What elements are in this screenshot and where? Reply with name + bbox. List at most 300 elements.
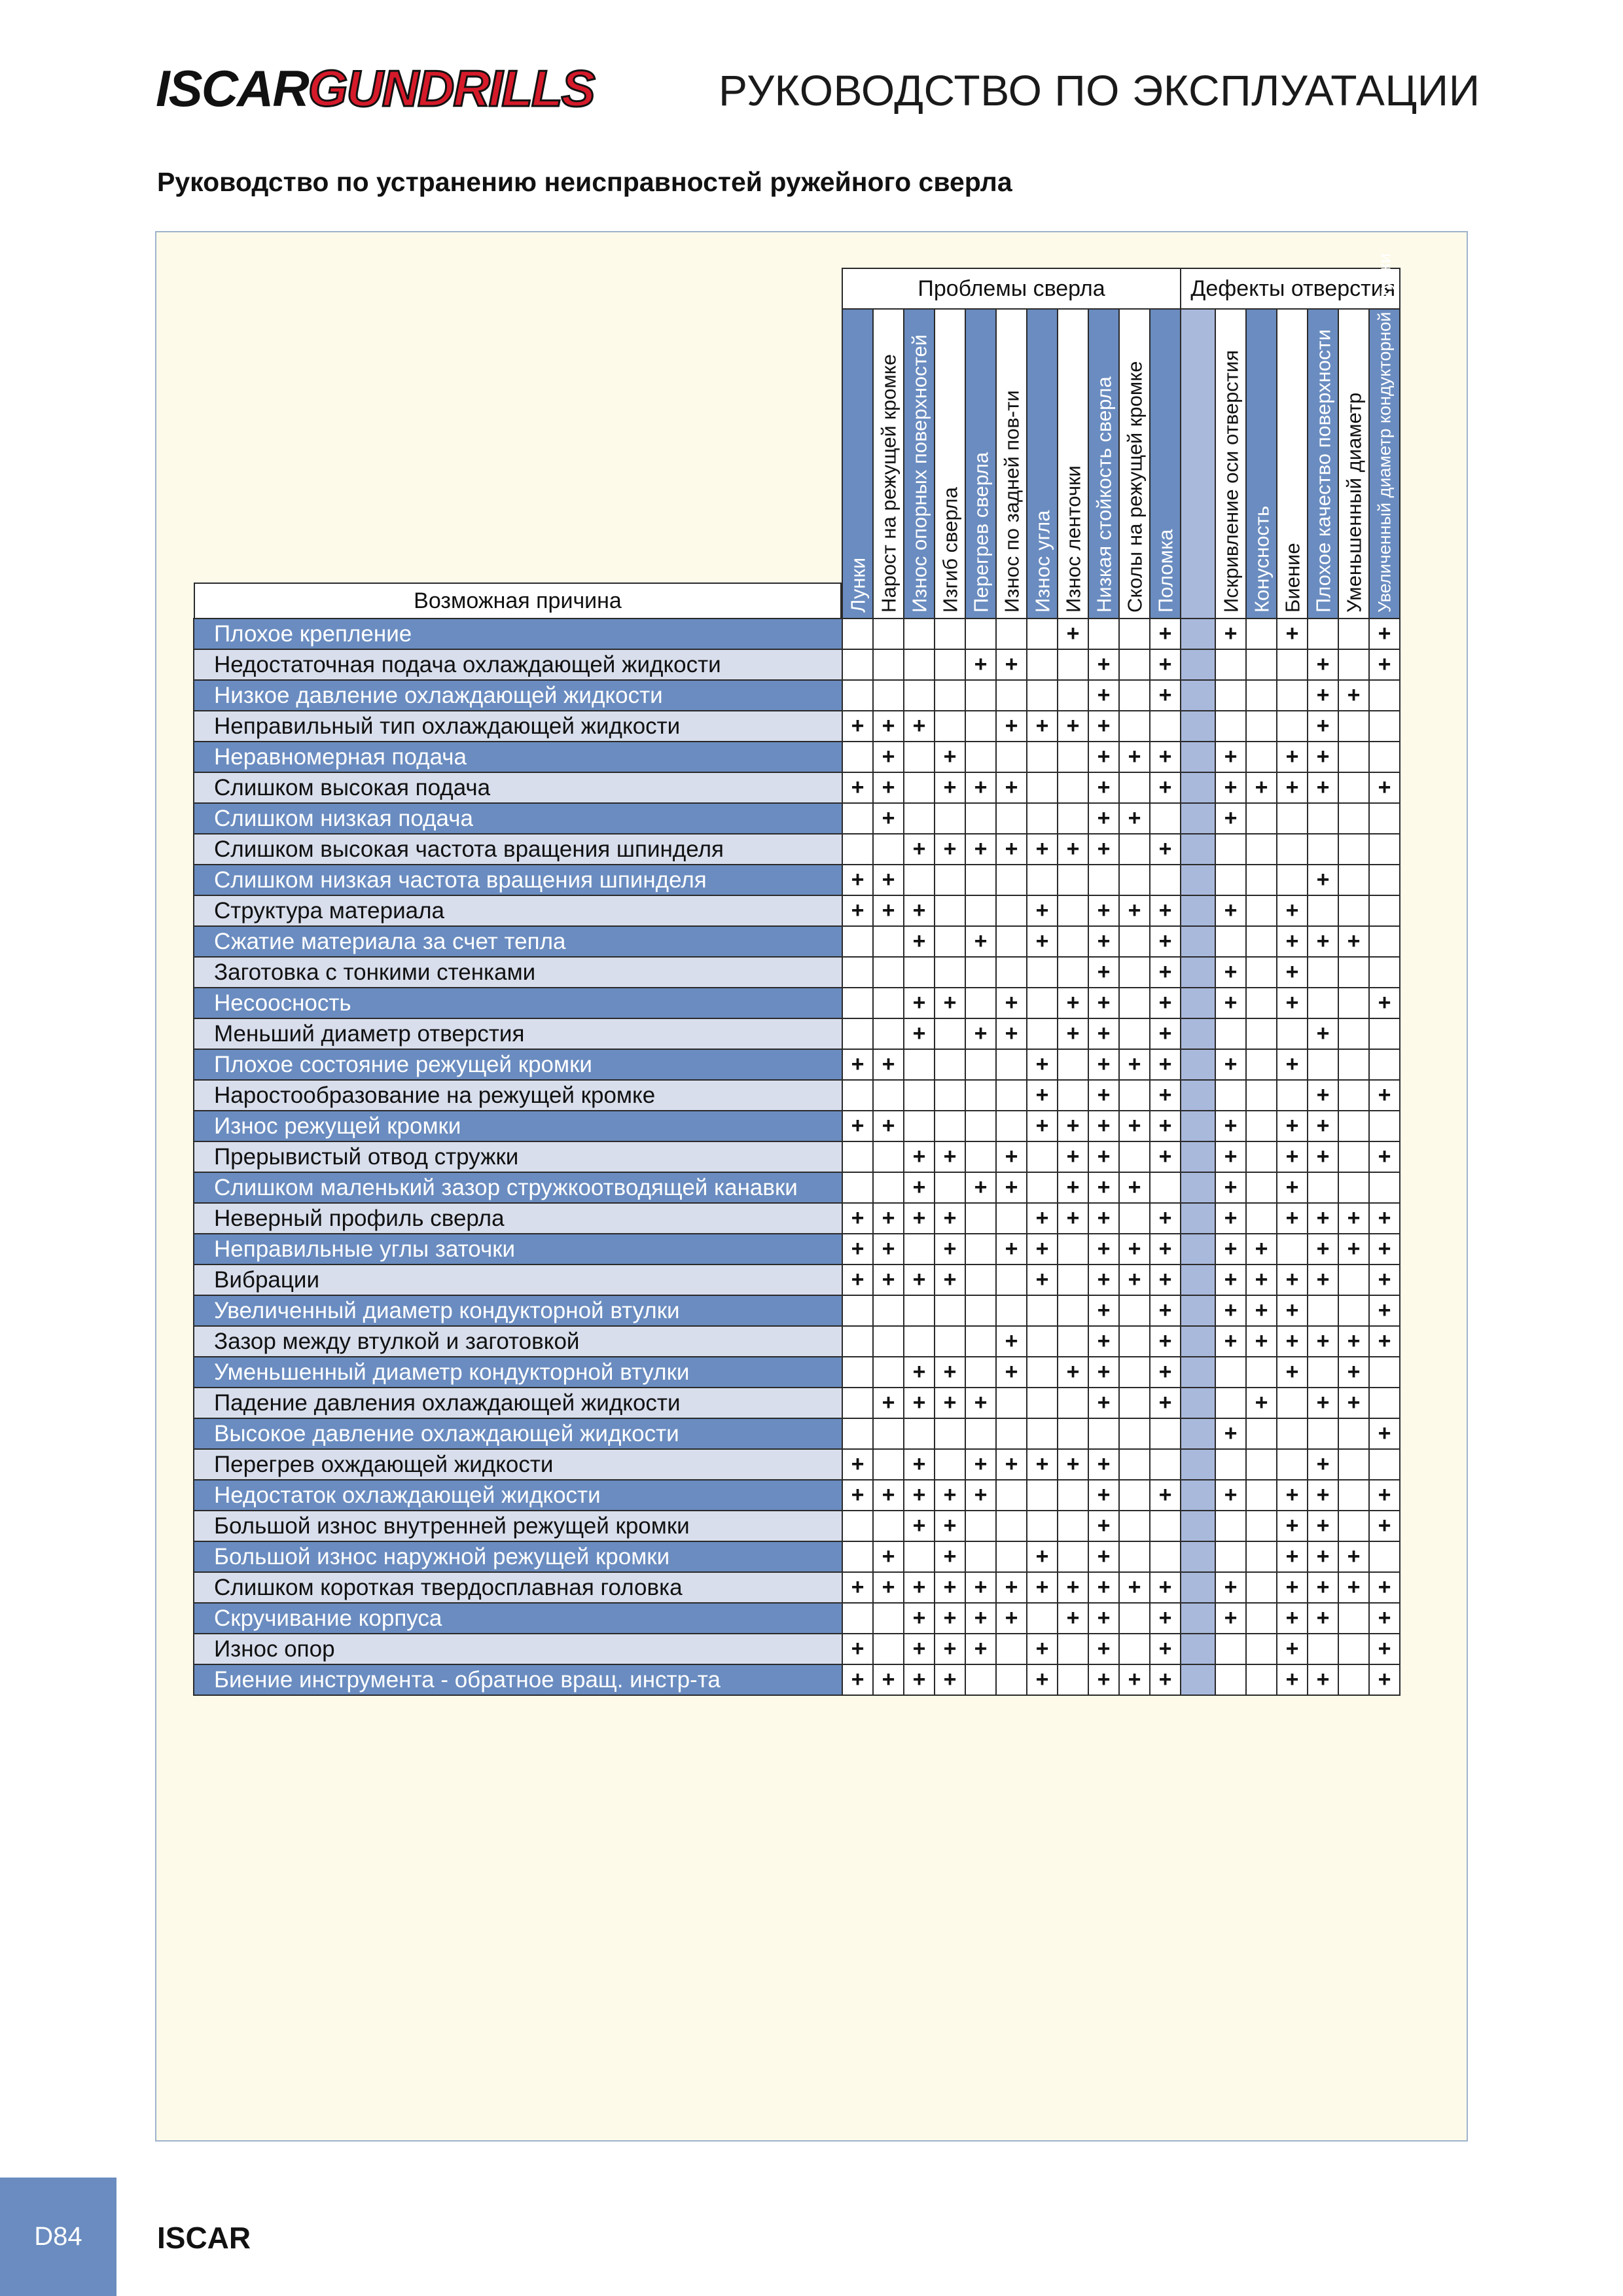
mark-cell [935,1418,965,1449]
mark-cell [1150,1541,1181,1572]
separator-cell [1181,680,1215,711]
mark-cell: + [1150,1080,1181,1111]
mark-cell: + [1058,1603,1088,1634]
mark-cell [996,1203,1027,1234]
mark-cell: + [1119,1049,1150,1080]
mark-cell [935,680,965,711]
mark-cell [935,1049,965,1080]
mark-cell: + [1338,680,1369,711]
mark-cell [1119,649,1150,680]
mark-cell: + [842,1572,873,1603]
separator-cell [1181,772,1215,803]
mark-cell: + [996,1572,1027,1603]
mark-cell: + [1277,1141,1308,1172]
mark-cell: + [935,1265,965,1295]
header-blank [194,268,842,309]
mark-cell: + [1277,1634,1308,1664]
mark-cell [904,680,935,711]
mark-cell [996,1295,1027,1326]
cause-column-header: Возможная причина [194,583,842,619]
mark-cell: + [1277,1603,1308,1634]
mark-cell [996,803,1027,834]
table-row [194,803,1400,834]
mark-cell [873,1449,904,1480]
mark-cell: + [1088,649,1119,680]
mark-cell [1215,1357,1246,1388]
mark-cell [1215,834,1246,865]
separator-cell [1181,895,1215,926]
separator-cell [1181,1111,1215,1141]
mark-cell: + [935,834,965,865]
column-header-drill [965,309,996,619]
row-cause: Прерывистый отвод стружки [194,1141,842,1172]
mark-cell: + [1027,1111,1058,1141]
column-header-label: Сколы на режущей кромке [1123,361,1146,613]
mark-cell: + [1088,926,1119,957]
mark-cell: + [1308,1080,1338,1111]
mark-cell [965,865,996,895]
mark-cell [935,895,965,926]
mark-cell: + [996,649,1027,680]
mark-cell [873,1172,904,1203]
mark-cell [1058,1664,1088,1695]
column-header-drill [996,309,1027,619]
mark-cell: + [996,1141,1027,1172]
mark-cell [1215,1541,1246,1572]
separator-cell [1181,1203,1215,1234]
mark-cell [996,619,1027,649]
table-row [194,1603,1400,1634]
mark-cell [1058,1265,1088,1295]
mark-cell: + [1215,1603,1246,1634]
mark-cell [1119,1603,1150,1634]
mark-cell: + [1215,803,1246,834]
mark-cell [1058,1511,1088,1541]
mark-cell: + [904,926,935,957]
mark-cell: + [873,895,904,926]
table-row [194,742,1400,772]
mark-cell [1150,865,1181,895]
mark-cell: + [842,1049,873,1080]
group-header-row [194,268,1400,309]
mark-cell [1246,1449,1277,1480]
mark-cell [1246,1664,1277,1695]
mark-cell [1338,649,1369,680]
mark-cell: + [1027,1541,1058,1572]
mark-cell: + [904,834,935,865]
mark-cell: + [1308,742,1338,772]
mark-cell [965,711,996,742]
mark-cell [1119,1541,1150,1572]
mark-cell [935,1295,965,1326]
mark-cell: + [935,1203,965,1234]
mark-cell: + [1150,1634,1181,1664]
mark-cell: + [1150,742,1181,772]
mark-cell: + [1027,1664,1058,1695]
mark-cell [1246,1172,1277,1203]
mark-cell [873,1418,904,1449]
mark-cell: + [1215,1295,1246,1326]
mark-cell: + [1150,1480,1181,1511]
mark-cell: + [1150,1572,1181,1603]
mark-cell: + [1369,1080,1400,1111]
mark-cell: + [873,772,904,803]
row-cause: Высокое давление охлаждающей жидкости [194,1418,842,1449]
mark-cell [1338,772,1369,803]
separator-cell [1181,711,1215,742]
mark-cell [965,742,996,772]
mark-cell: + [1246,1326,1277,1357]
mark-cell [1308,957,1338,988]
mark-cell: + [1088,1141,1119,1172]
mark-cell: + [904,1511,935,1541]
table-row [194,926,1400,957]
mark-cell: + [1338,1388,1369,1418]
mark-cell [1119,1326,1150,1357]
mark-cell [1058,1634,1088,1664]
mark-cell [1277,834,1308,865]
mark-cell: + [1277,1664,1308,1695]
mark-cell: + [1150,1018,1181,1049]
mark-cell: + [1369,772,1400,803]
mark-cell: + [1277,1572,1308,1603]
row-cause: Наростообразование на режущей кромке [194,1080,842,1111]
mark-cell [935,803,965,834]
mark-cell: + [1150,988,1181,1018]
mark-cell [1246,1572,1277,1603]
row-cause: Неправильные углы заточки [194,1234,842,1265]
mark-cell: + [1119,742,1150,772]
mark-cell [1058,1541,1088,1572]
column-header-drill [1058,309,1088,619]
mark-cell [935,619,965,649]
mark-cell [1308,1357,1338,1388]
mark-cell [1338,1141,1369,1172]
column-header-row [194,309,1400,619]
mark-cell [965,1234,996,1265]
mark-cell: + [1058,1172,1088,1203]
mark-cell: + [1369,988,1400,1018]
mark-cell: + [842,1634,873,1664]
mark-cell: + [965,649,996,680]
table-row [194,1203,1400,1234]
mark-cell [1119,619,1150,649]
mark-cell [996,1265,1027,1295]
table-row [194,649,1400,680]
mark-cell [1246,1141,1277,1172]
mark-cell: + [1369,1511,1400,1541]
mark-cell [1338,1511,1369,1541]
mark-cell: + [1088,1326,1119,1357]
mark-cell [1308,988,1338,1018]
mark-cell: + [996,711,1027,742]
mark-cell: + [965,1172,996,1203]
table-row [194,680,1400,711]
mark-cell [1369,834,1400,865]
mark-cell: + [1308,1449,1338,1480]
mark-cell: + [1308,1111,1338,1141]
row-cause: Слишком высокая подача [194,772,842,803]
mark-cell [965,619,996,649]
mark-cell [904,742,935,772]
mark-cell [842,1326,873,1357]
mark-cell [842,1511,873,1541]
mark-cell [965,988,996,1018]
mark-cell: + [873,1234,904,1265]
mark-cell [996,1388,1027,1418]
mark-cell: + [1150,1111,1181,1141]
separator-cell [1181,1480,1215,1511]
row-cause: Слишком короткая твердосплавная головка [194,1572,842,1603]
mark-cell [1338,865,1369,895]
mark-cell: + [1088,680,1119,711]
separator-cell [1181,1172,1215,1203]
mark-cell: + [1027,1049,1058,1080]
mark-cell [996,1049,1027,1080]
mark-cell [996,1111,1027,1141]
column-header-label: Уменьшенный диаметр [1342,392,1366,613]
mark-cell [935,926,965,957]
mark-cell [1027,1357,1058,1388]
mark-cell [904,957,935,988]
mark-cell [1277,1449,1308,1480]
mark-cell [1119,1141,1150,1172]
mark-cell: + [935,1357,965,1388]
mark-cell [1338,742,1369,772]
mark-cell [1058,895,1088,926]
mark-cell: + [1308,711,1338,742]
mark-cell: + [1088,1634,1119,1664]
mark-cell [1338,1480,1369,1511]
mark-cell [1150,1511,1181,1541]
mark-cell: + [873,1572,904,1603]
row-cause: Несоосность [194,988,842,1018]
separator-cell [1181,1234,1215,1265]
column-header-label: Износ по задней пов-ти [1000,390,1023,613]
table-row [194,1634,1400,1664]
mark-cell [1277,1080,1308,1111]
mark-cell: + [1150,1049,1181,1080]
mark-cell: + [1088,895,1119,926]
mark-cell [873,1080,904,1111]
mark-cell [1369,803,1400,834]
mark-cell [1246,895,1277,926]
mark-cell [1150,803,1181,834]
mark-cell [1088,1418,1119,1449]
mark-cell [842,1141,873,1172]
mark-cell: + [1215,1111,1246,1141]
mark-cell: + [1277,1049,1308,1080]
mark-cell [1088,865,1119,895]
mark-cell: + [904,1449,935,1480]
mark-cell: + [1277,1203,1308,1234]
mark-cell [873,1295,904,1326]
row-cause: Плохое крепление [194,619,842,649]
separator-cell [1181,742,1215,772]
mark-cell [842,619,873,649]
mark-cell [1369,895,1400,926]
mark-cell [1027,772,1058,803]
column-header-label: Лунки [846,557,869,613]
mark-cell [842,1541,873,1572]
column-header-drill [1150,309,1181,619]
mark-cell [935,1172,965,1203]
separator-cell [1181,1418,1215,1449]
column-header-label: Биение [1281,543,1304,613]
mark-cell [1338,1603,1369,1634]
mark-cell [842,742,873,772]
mark-cell [1119,711,1150,742]
mark-cell: + [965,1388,996,1418]
mark-cell: + [904,1480,935,1511]
table-row [194,957,1400,988]
mark-cell: + [965,1603,996,1634]
mark-cell [1215,1080,1246,1111]
mark-cell [965,803,996,834]
mark-cell [904,803,935,834]
mark-cell [904,1080,935,1111]
mark-cell: + [1027,1634,1058,1664]
mark-cell [1338,1049,1369,1080]
mark-cell: + [1369,1295,1400,1326]
column-header-hole [1246,309,1277,619]
mark-cell: + [1215,1234,1246,1265]
column-header-label: Изгиб сверла [938,487,961,613]
separator-cell [1181,649,1215,680]
mark-cell: + [1215,895,1246,926]
separator-cell [1181,926,1215,957]
mark-cell [1308,1634,1338,1664]
mark-cell: + [935,1634,965,1664]
mark-cell: + [842,772,873,803]
mark-cell [904,649,935,680]
mark-cell: + [842,1449,873,1480]
mark-cell [996,957,1027,988]
mark-cell: + [1058,711,1088,742]
mark-cell: + [1058,834,1088,865]
column-header-label: Износ опорных поверхностей [908,334,931,613]
row-cause: Заготовка с тонкими стенками [194,957,842,988]
mark-cell [1150,1449,1181,1480]
mark-cell [1119,1480,1150,1511]
mark-cell [965,1418,996,1449]
mark-cell [1027,619,1058,649]
column-header-label: Искривление оси отверстия [1219,350,1243,613]
mark-cell [1119,1203,1150,1234]
mark-cell [1058,926,1088,957]
mark-cell [1369,865,1400,895]
row-cause: Перегрев охждающей жидкости [194,1449,842,1480]
mark-cell: + [1246,1388,1277,1418]
mark-cell: + [935,1141,965,1172]
mark-cell: + [1277,957,1308,988]
separator-cell [1181,803,1215,834]
mark-cell: + [935,742,965,772]
mark-cell [1277,1388,1308,1418]
mark-cell: + [1150,895,1181,926]
row-cause: Меньший диаметр отверстия [194,1018,842,1049]
row-cause: Биение инструмента - обратное вращ. инстр-та [194,1664,842,1695]
mark-cell: + [1027,1572,1058,1603]
mark-cell [1215,926,1246,957]
mark-cell: + [1088,1295,1119,1326]
mark-cell [1338,1634,1369,1664]
mark-cell: + [1369,1603,1400,1634]
separator-cell [1181,1357,1215,1388]
mark-cell [1369,1049,1400,1080]
table-row [194,711,1400,742]
mark-cell [842,988,873,1018]
mark-cell [1058,649,1088,680]
mark-cell: + [1119,895,1150,926]
mark-cell [1308,1049,1338,1080]
mark-cell [1369,957,1400,988]
footer-brand: ISCAR [157,2221,251,2255]
mark-cell: + [1369,1326,1400,1357]
mark-cell [1246,649,1277,680]
mark-cell [1369,1449,1400,1480]
mark-cell [842,1388,873,1418]
mark-cell [1338,1111,1369,1141]
mark-cell: + [904,895,935,926]
mark-cell [1369,1018,1400,1049]
mark-cell: + [1369,649,1400,680]
mark-cell: + [1308,1234,1338,1265]
mark-cell [873,649,904,680]
mark-cell: + [1338,1357,1369,1388]
column-header-drill [904,309,935,619]
mark-cell: + [965,772,996,803]
separator-cell [1181,1326,1215,1357]
mark-cell [1246,619,1277,649]
mark-cell [1215,680,1246,711]
mark-cell: + [965,1480,996,1511]
mark-cell [1246,926,1277,957]
row-cause: Зазор между втулкой и заготовкой [194,1326,842,1357]
row-cause: Вибрации [194,1265,842,1295]
mark-cell: + [873,1049,904,1080]
table-row [194,1111,1400,1141]
mark-cell: + [904,711,935,742]
column-header-drill [842,309,873,619]
mark-cell: + [996,1234,1027,1265]
row-cause: Большой износ внутренней режущей кромки [194,1511,842,1541]
mark-cell [1150,1172,1181,1203]
separator-cell [1181,1141,1215,1172]
separator-cell [1181,1449,1215,1480]
mark-cell [1308,1295,1338,1326]
mark-cell [1246,1603,1277,1634]
mark-cell: + [1088,1018,1119,1049]
mark-cell [1119,926,1150,957]
mark-cell: + [1119,1265,1150,1295]
mark-cell: + [1308,1326,1338,1357]
mark-cell [996,895,1027,926]
mark-cell: + [1369,1203,1400,1234]
row-cause: Увеличенный диаметр кондукторной втулки [194,1295,842,1326]
mark-cell: + [996,834,1027,865]
mark-cell: + [1215,1326,1246,1357]
mark-cell [1246,803,1277,834]
column-header-label: Износ ленточки [1061,465,1084,613]
mark-cell [1119,680,1150,711]
mark-cell [1246,988,1277,1018]
mark-cell [965,1080,996,1111]
mark-cell: + [1058,1357,1088,1388]
mark-cell: + [1277,1265,1308,1295]
mark-cell [842,803,873,834]
mark-cell: + [904,1203,935,1234]
